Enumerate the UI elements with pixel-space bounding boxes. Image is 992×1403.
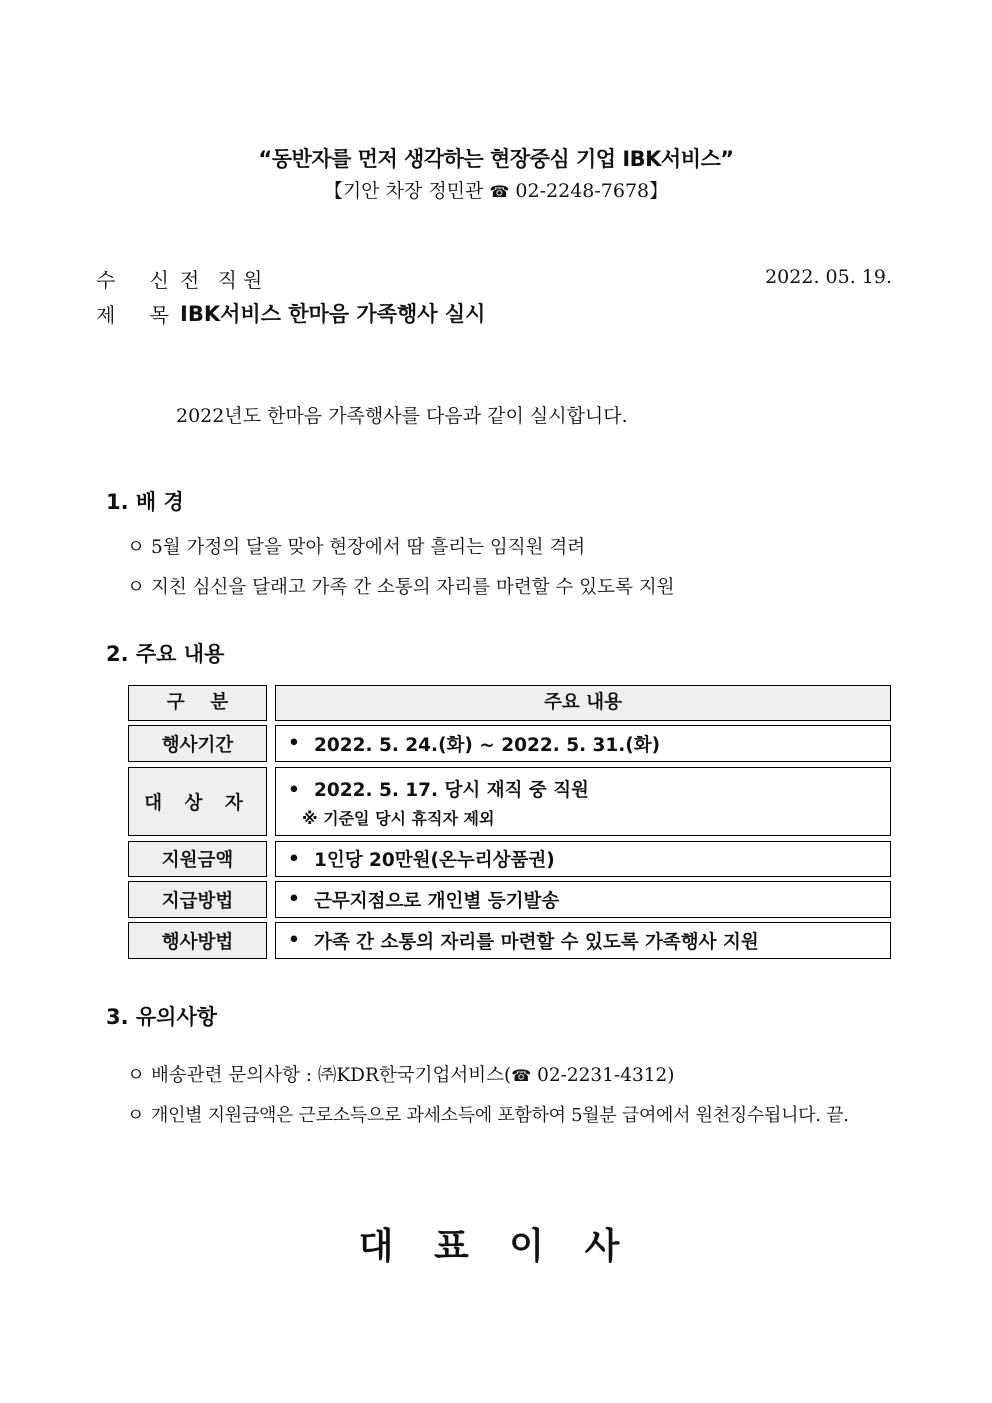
circle-bullet-icon: ㅇ [127, 1065, 145, 1086]
section-3-title: 3. 유의사항 [106, 1005, 218, 1029]
drafter-phone: 02-2248-7678】 [515, 180, 669, 202]
circle-bullet-icon: ㅇ [127, 577, 145, 598]
table-row-value-text: 2022. 5. 17. 당시 재직 중 직원 [314, 780, 589, 801]
signature-ceo: 대 표 이 사 [358, 1226, 634, 1267]
section-3-item-text: 배송관련 문의사항 : ㈜KDR한국기업서비스( [151, 1065, 512, 1086]
subject-value: IBK서비스 한마음 가족행사 실시 [180, 302, 486, 326]
intro-text: 2022년도 한마음 가족행사를 다음과 같이 실시합니다. [176, 405, 628, 427]
recipient-label: 수 신 [96, 268, 183, 292]
table-row-value [275, 725, 891, 762]
table-row-value-text: 가족 간 소통의 자리를 마련할 수 있도록 가족행사 지원 [314, 931, 759, 953]
table-row-value [275, 767, 891, 836]
section-3-item-phone: 02-2231-4312) [531, 1065, 675, 1086]
table-row-label: 지급방법 [128, 881, 267, 918]
table-row-value-text: 근무지점으로 개인별 등기발송 [314, 890, 560, 912]
table-row-note: ※ 기준일 당시 휴직자 제외 [302, 809, 495, 828]
section-3-item [127, 1061, 675, 1087]
table-row-label: 행사방법 [128, 922, 267, 959]
section-3-item [127, 1101, 849, 1127]
table-header-category-text: 구 분 [166, 692, 229, 713]
bullet-dot-icon: • [288, 848, 300, 870]
section-1-item-text: 지친 심신을 달래고 가족 간 소통의 자리를 마련할 수 있도록 지원 [151, 577, 675, 598]
subject-label: 제 목 [96, 303, 183, 327]
section-2-title: 2. 주요 내용 [106, 642, 225, 666]
drafter-line [0, 176, 992, 203]
table-row-value [275, 922, 891, 959]
drafter-text: 【기안 차장 정민관 [323, 180, 490, 202]
section-1-item [127, 573, 674, 599]
phone-icon: ☎ [489, 182, 510, 201]
table-row-value [275, 841, 891, 877]
section-1-item [127, 533, 585, 559]
section-1-title: 1. 배 경 [106, 490, 184, 514]
recipient-value: 전 직원 [180, 268, 269, 292]
phone-icon: ☎ [511, 1066, 532, 1085]
table-row-label: 행사기간 [128, 725, 267, 762]
section-1-item-text: 5월 가정의 달을 맞아 현장에서 땀 흘리는 임직원 격려 [151, 537, 586, 558]
table-header-category [128, 685, 267, 721]
table-row-value-text: 2022. 5. 24.(화) ~ 2022. 5. 31.(화) [314, 734, 661, 756]
section-3-item-text: 개인별 지원금액은 근로소득으로 과세소득에 포함하여 5월분 급여에서 원천징수됩니다. 끝. [151, 1105, 849, 1126]
bullet-dot-icon: • [288, 889, 300, 910]
circle-bullet-icon: ㅇ [127, 537, 145, 558]
bullet-dot-icon: • [288, 930, 300, 951]
table-row-value-text: 1인당 20만원(온누리상품권) [314, 850, 555, 871]
bullet-dot-icon: • [288, 780, 300, 801]
document-date: 2022. 05. 19. [765, 266, 892, 288]
slogan: “동반자를 먼저 생각하는 현장중심 기업 IBK서비스” [258, 147, 734, 171]
bullet-dot-icon: • [288, 733, 300, 754]
table-header-content: 주요 내용 [275, 685, 891, 721]
table-row-label: 대 상 자 [128, 767, 267, 836]
table-row-value [275, 881, 891, 918]
circle-bullet-icon: ㅇ [127, 1105, 145, 1126]
table-row-label: 지원금액 [128, 841, 267, 877]
